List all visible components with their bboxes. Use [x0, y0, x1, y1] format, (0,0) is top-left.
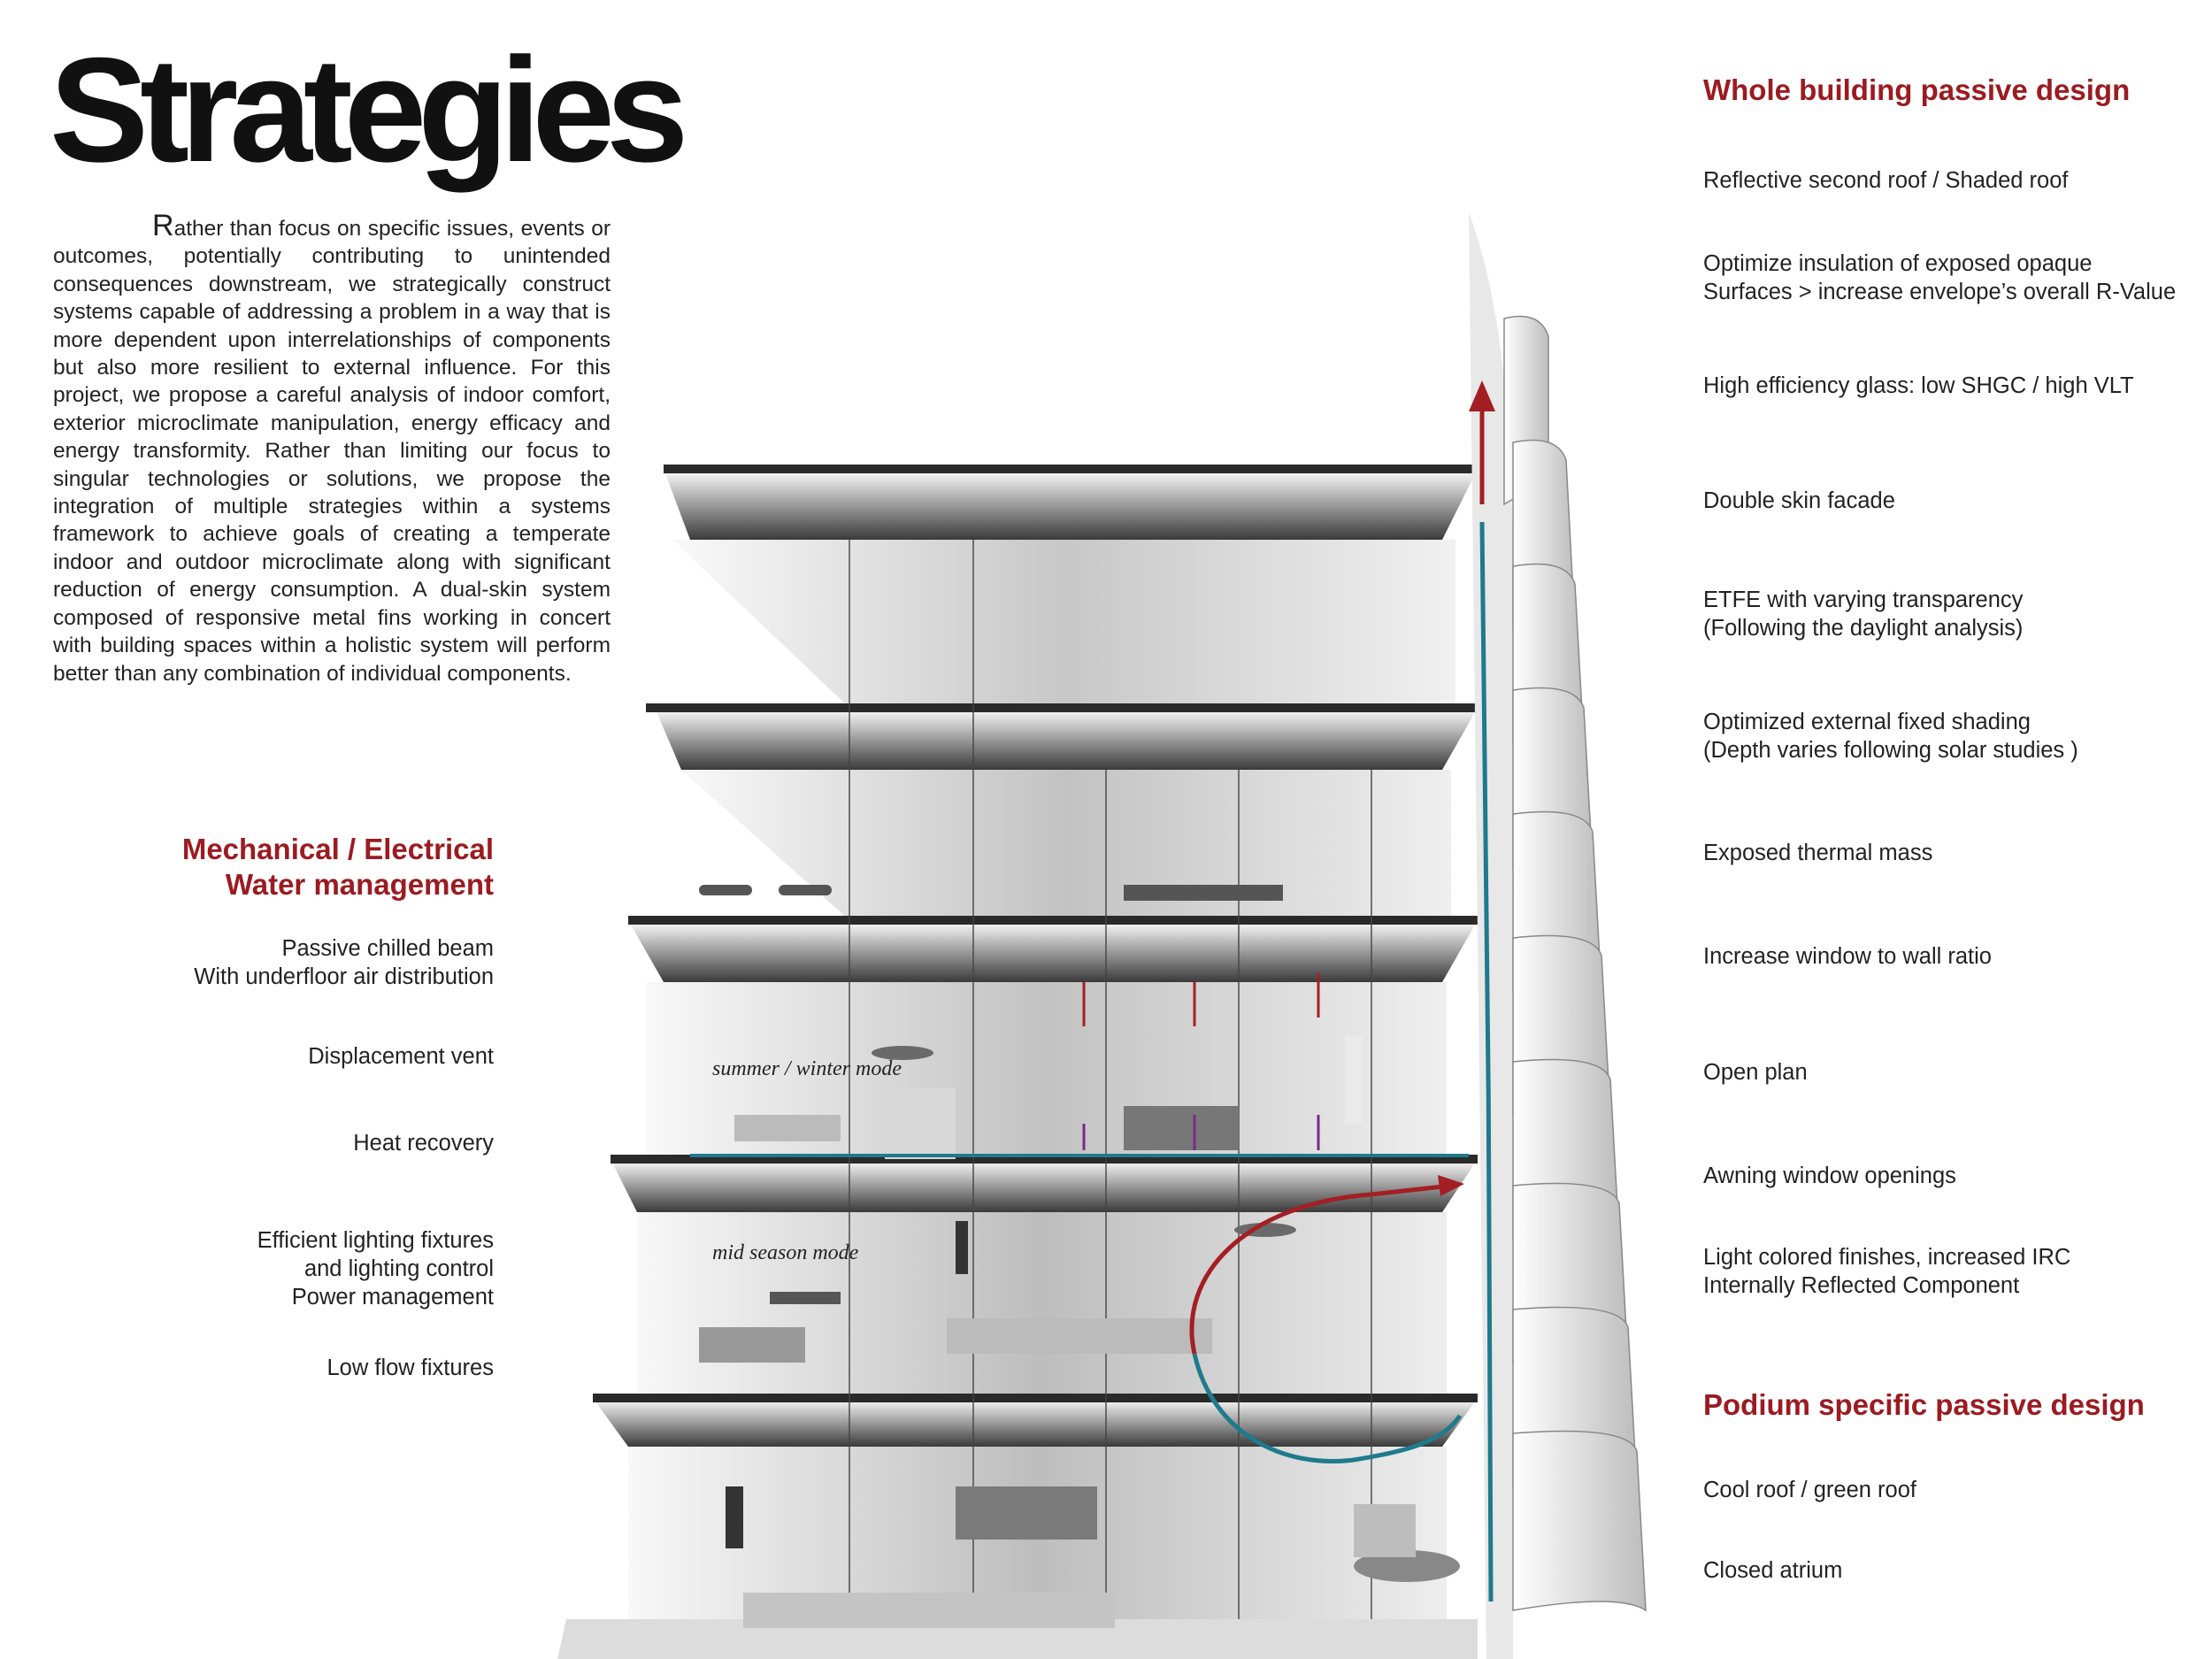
wb-item-double-skin: Double skin facade — [1703, 488, 1895, 513]
intro-paragraph — [53, 209, 611, 687]
wb-item-open-plan: Open plan — [1703, 1060, 1808, 1085]
wb-item-etfe: ETFE with varying transparency (Following the daylight analysis) — [1703, 588, 2024, 641]
intro-text: ather than focus on specific issues, events or outcomes, potentially contributing to unintended consequences downstream, we strategically construct systems capable of addressing a problem in a way that is more dependent upon interrelationships of components but also more resilient to external influence. For this project, we propose a careful analysis of indoor comfort, exterior microclimate manipulation, energy efficacy and energy transformity. Rather than limiting our focus to singular technologies or solutions, we propose the integration of multiple strategies within a systems framework to achieve goals of creating a temperate indoor and outdoor microclimate along with significant reduction of energy consumption. A dual-skin system composed of responsive metal fins working in concert with building spaces within a holistic system will perform better than any combination of individual components. — [53, 217, 611, 686]
mep-item-low-flow: Low flow fixtures — [326, 1356, 494, 1380]
mep-heading — [140, 832, 494, 902]
mep-item-chilled-beam: Passive chilled beam With underfloor air distribution — [194, 936, 494, 989]
wb-item-external-shading: Optimized external fixed shading (Depth varies following solar studies ) — [1703, 710, 2078, 763]
podium-item-closed-atrium: Closed atrium — [1703, 1558, 1843, 1583]
wb-item-window-wall-ratio: Increase window to wall ratio — [1703, 944, 1992, 969]
wb-item-insulation: Optimize insulation of exposed opaque Surfaces > increase envelope’s overall R-Value — [1703, 251, 2177, 304]
wb-item-glass: High efficiency glass: low SHGC / high VLT — [1703, 373, 2134, 398]
wb-item-light-finishes: Light colored finishes, increased IRC Internally Reflected Component — [1703, 1245, 2071, 1298]
mep-item-displacement-vent: Displacement vent — [308, 1044, 494, 1069]
mid-season-mode-label: mid season mode — [712, 1241, 859, 1264]
whole-building-heading: Whole building passive design — [1703, 73, 2131, 106]
mep-item-heat-recovery: Heat recovery — [353, 1131, 494, 1156]
mep-heading-line1: Mechanical / Electrical — [181, 833, 494, 865]
floor-levels — [557, 465, 1478, 1659]
wb-item-awning-windows: Awning window openings — [1703, 1164, 1956, 1188]
podium-item-cool-roof: Cool roof / green roof — [1703, 1478, 1916, 1502]
wb-item-reflective-roof: Reflective second roof / Shaded roof — [1703, 168, 2069, 193]
building-section-illustration — [557, 212, 1663, 1659]
intro-dropcap: R — [152, 209, 174, 242]
mep-item-lighting: Efficient lighting fixtures and lighting control Power management — [257, 1228, 494, 1310]
page-title: Strategies — [50, 27, 680, 193]
wb-item-thermal-mass: Exposed thermal mass — [1703, 841, 1933, 865]
summer-winter-mode-label: summer / winter mode — [712, 1057, 902, 1080]
podium-heading: Podium specific passive design — [1703, 1388, 2145, 1421]
double-skin-fins — [1469, 212, 1646, 1659]
mep-heading-line2: Water management — [225, 868, 494, 901]
